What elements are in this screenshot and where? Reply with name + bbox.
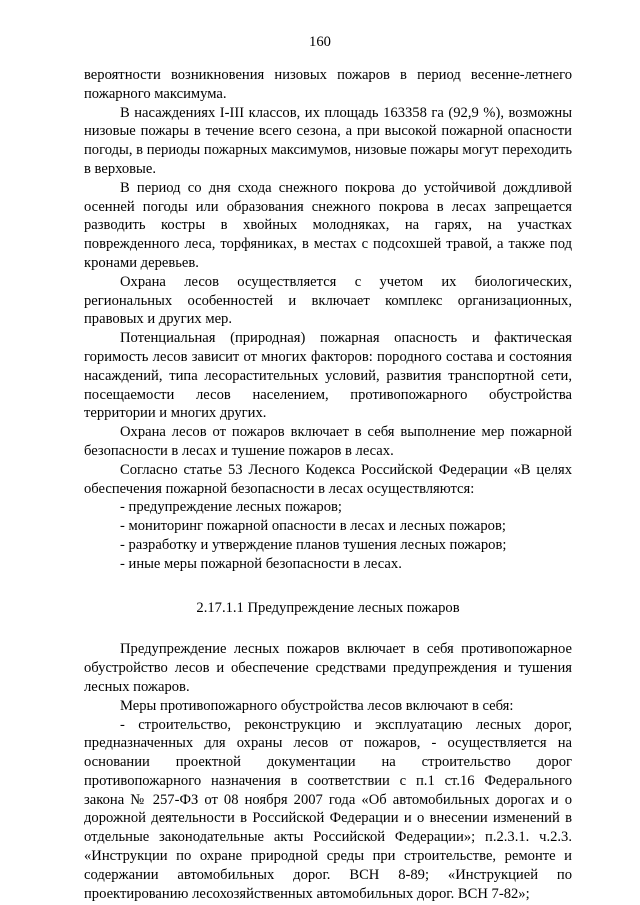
paragraph-roads: - строительство, реконструкцию и эксплуатацию лесных дорог, предназначенных для охраны лесов от пожаров, - осуществляется на основании проектной документации на строительство дорог противопожарного назначения в соответствии с п.1 ст.16 Федерального закона № 257-ФЗ от 08 ноября 2007 года «Об автомобильных дорогах и о дорожной деятельности в Российской Федерации и о внесении изменений в отдельные законодательные акты Российской Федерации»; п.2.3.1. ч.2.3. «Инструкции по охране природной среды при строительстве, ремонте и содержании автомобильных дорог. ВСН 8-89; «Инструкцией по проектированию лесохозяйственных автомобильных дорог. ВСН 7-82»; [84,716,572,902]
paragraph-fire-classes: В насаждениях I-III классов, их площадь 163358 га (92,9 %), возможны низовые пожары в течение всего сезона, а при высокой пожарной опасности погоды, в периоды пожарных максимумов, низовые пожары могут переходить в верховые. [84,104,572,177]
list-item: - разработку и утверждение планов тушения лесных пожаров; [120,536,507,553]
paragraph-campfire-ban: В период со дня схода снежного покрова до устойчивой дождливой осенней погоды или образования снежного покрова в лесах запрещается разводить костры в хвойных молодняках, на гарях, на участках поврежденного леса, торфяниках, в местах с подсохшей травой, а также под кронами деревьев. [84,179,572,271]
paragraph-continuation: вероятности возникновения низовых пожаров в период весенне-летнего пожарного максимума. [84,67,572,102]
paragraph-measures: Меры противопожарного обустройства лесов включают в себя: [120,697,514,714]
page-number: 160 [309,34,331,50]
paragraph-article-53: Согласно статье 53 Лесного Кодекса Российской Федерации «В целях обеспечения пожарной безопасности в лесах осуществляются: [84,461,572,497]
list-item: - предупреждение лесных пожаров; [120,499,342,516]
paragraph-fire-protection: Охрана лесов от пожаров включает в себя выполнение мер пожарной безопасности в лесах и тушение пожаров в лесах. [84,424,572,459]
page-content [84,66,572,903]
paragraph-prevention: Предупреждение лесных пожаров включает в себя противопожарное обустройство лесов и обеспечение средствами предупреждения и тушения лесных пожаров. [84,641,572,695]
paragraph-fire-hazard: Потенциальная (природная) пожарная опасность и фактическая горимость лесов зависит от многих факторов: породного состава и состояния насаждений, типа лесорастительных условий, развития транспортной сети, посещаемости лесов населением, противопожарного обустройства территории и многих других. [84,330,572,422]
paragraph-forest-protection: Охрана лесов осуществляется с учетом их биологических, региональных особенностей и включает комплекс организационных, правовых и других мер. [84,273,572,328]
list-item: - мониторинг пожарной опасности в лесах и лесных пожаров; [120,518,506,535]
list-item: - иные меры пожарной безопасности в лесах. [120,555,402,572]
section-heading: 2.17.1.1 Предупреждение лесных пожаров [196,599,460,616]
